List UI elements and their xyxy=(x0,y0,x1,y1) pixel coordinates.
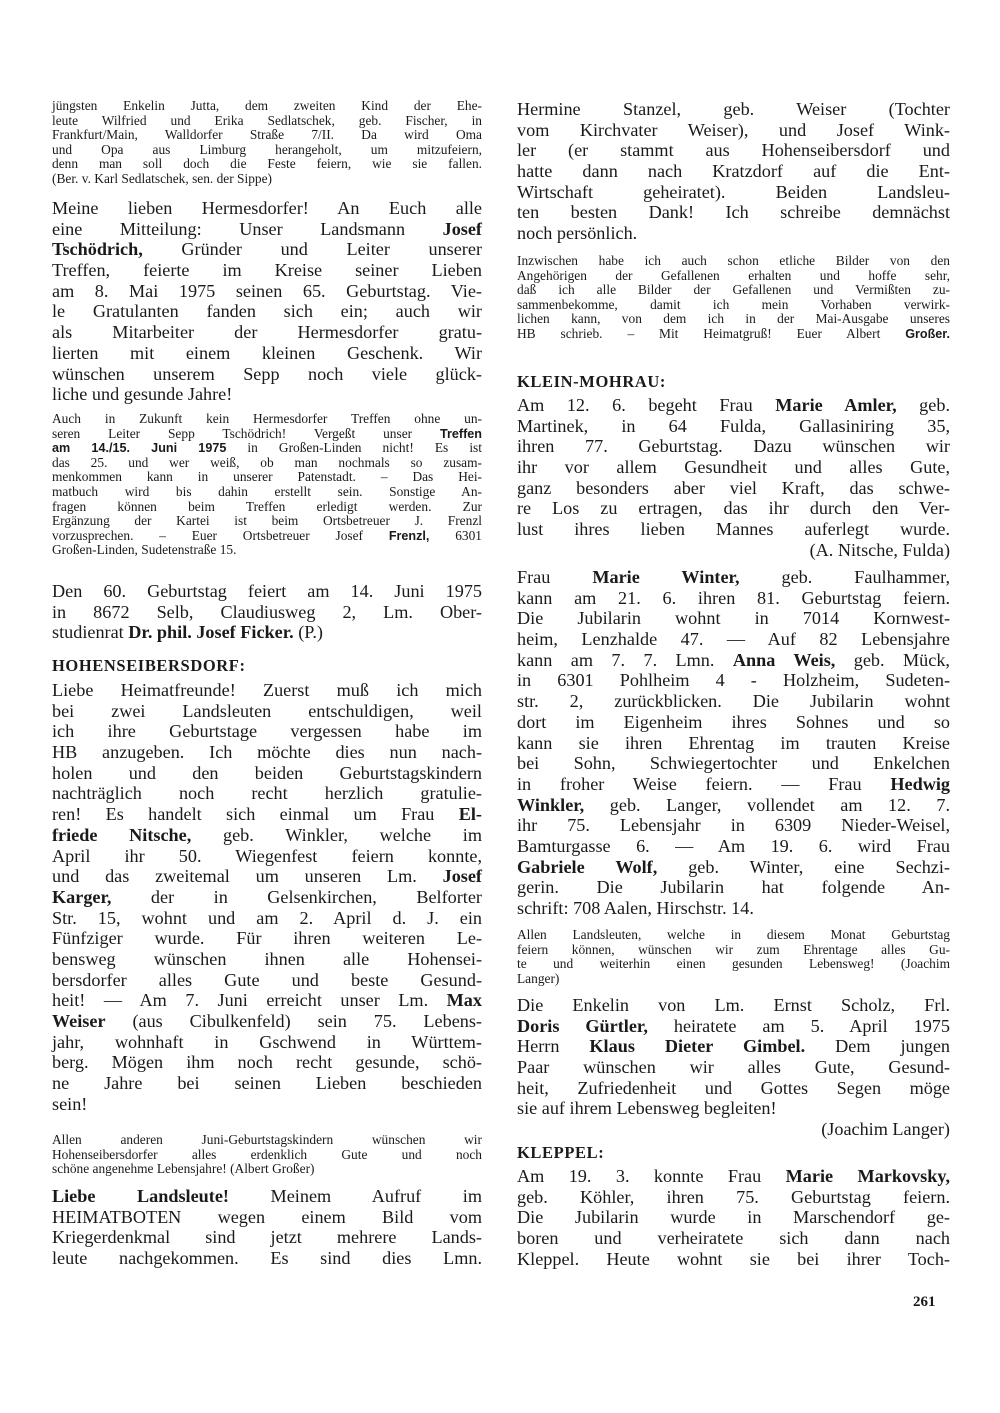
text-run: liche und gesunde Jahre! xyxy=(52,384,233,405)
text-line xyxy=(52,866,482,887)
text-line xyxy=(52,529,482,544)
text-line xyxy=(52,701,482,722)
bold-name: Karger, xyxy=(52,886,112,907)
text-line xyxy=(52,908,482,929)
text-line xyxy=(517,161,950,182)
bold-name: Marie Amler, xyxy=(775,395,897,415)
text-run: ne Jahre bei seinen Lieben beschieden xyxy=(52,1073,482,1094)
text-run: Inzwischen habe ich auch schon etliche Bilder von den xyxy=(517,253,950,268)
signature xyxy=(517,1119,950,1140)
text-run: (P.) xyxy=(293,622,323,643)
text-line xyxy=(517,478,950,499)
text-line xyxy=(52,1148,482,1163)
small-print-paragraph xyxy=(52,99,482,187)
text-line xyxy=(517,99,950,120)
text-line xyxy=(52,172,482,187)
bold-name: Großer. xyxy=(905,326,950,341)
text-run: eine Mitteilung: Unser Landsmann xyxy=(52,218,443,239)
text-run: ler (er stammt aus Hohenseibersdorf und xyxy=(517,140,950,161)
text-run: (Joachim Langer) xyxy=(821,1119,950,1140)
text-run: Am 19. 3. konnte Frau xyxy=(517,1166,786,1186)
text-line xyxy=(52,114,482,129)
paragraph xyxy=(52,581,482,643)
text-run: Die Enkelin von Lm. Ernst Scholz, Frl. xyxy=(517,995,950,1015)
text-run: Hermine Stanzel, geb. Weiser (Tochter xyxy=(517,99,950,119)
text-line xyxy=(517,877,950,898)
text-run: Paar wünschen wir alles Gute, Gesund- xyxy=(517,1057,950,1078)
section-heading xyxy=(517,1143,950,1163)
text-run: HB anzugeben. Ich möchte dies nun nach- xyxy=(52,742,482,763)
bold-name: Frenzl, xyxy=(388,528,430,543)
text-run: berg. Mögen ihm noch recht gesunde, schö- xyxy=(52,1052,482,1073)
text-run: in 6301 Pohlheim 4 - Holzheim, Sudeten- xyxy=(517,670,950,691)
small-print-paragraph xyxy=(52,1133,482,1177)
text-run: denn man soll doch die Feste feiern, wie sie fallen. xyxy=(52,156,482,172)
text-line xyxy=(52,1133,482,1148)
bold-name: Josef xyxy=(442,866,482,887)
text-run: Allen anderen Juni-Geburtstagskindern wünschen wir xyxy=(52,1132,482,1147)
text-run: Str. 15, wohnt und am 2. April d. J. ein xyxy=(52,907,482,928)
text-line xyxy=(52,301,482,322)
text-run: Fünfziger wurde. Für ihren weiteren Le- xyxy=(52,928,482,949)
text-run: ten besten Dank! Ich schreibe demnächst xyxy=(517,202,950,223)
text-line xyxy=(52,260,482,281)
text-run: geb. Mück, xyxy=(835,649,950,670)
text-run: noch persönlich. xyxy=(517,223,638,244)
bold-name: Klaus Dieter Gimbel. xyxy=(589,1036,806,1057)
text-run: Großen-Linden, Sudetenstraße 15. xyxy=(52,542,237,558)
text-run: geb. Winkler, welche im xyxy=(191,824,483,845)
section-heading xyxy=(52,656,482,676)
text-run: Die Jubilarin wurde in Marschendorf ge- xyxy=(517,1207,950,1228)
text-line xyxy=(52,1162,482,1177)
text-run: Martinek, in 64 Fulda, Gallasiniring 35, xyxy=(517,415,950,436)
text-run: menkommen kann in unserer Patenstadt. – Das Hei- xyxy=(52,469,482,485)
text-run: geb. Faulhammer, xyxy=(739,567,950,587)
text-line xyxy=(517,457,950,478)
text-run: lichen kann, von dem ich in der Mai-Ausgabe unseres xyxy=(517,311,950,327)
text-line xyxy=(52,949,482,970)
bold-name: Dr. phil. Josef Ficker. xyxy=(128,622,294,643)
text-run: geb. xyxy=(896,395,950,415)
text-run: Langer) xyxy=(517,970,560,986)
text-line xyxy=(52,412,482,427)
text-run: studienrat xyxy=(52,622,129,643)
text-line xyxy=(52,441,482,456)
text-line xyxy=(52,456,482,471)
text-run: schrift: 708 Aalen, Hirschstr. 14. xyxy=(517,898,754,918)
text-run: 6301 xyxy=(429,527,482,543)
text-line xyxy=(517,995,950,1016)
bold-name: Max xyxy=(446,990,482,1011)
text-run: le Gratulanten fanden sich ein; auch wir xyxy=(52,301,482,322)
text-line xyxy=(517,1228,950,1249)
paragraph xyxy=(52,198,482,405)
text-line xyxy=(52,1011,482,1032)
text-line xyxy=(52,783,482,804)
text-run: holen und den beiden Geburtstagskindern xyxy=(52,762,482,783)
text-run: ihren 77. Geburtstag. Dazu wünschen wir xyxy=(517,436,950,457)
text-run: Gründer und Leiter unserer xyxy=(142,239,482,260)
text-line xyxy=(517,795,950,816)
text-line xyxy=(517,1057,950,1078)
text-line xyxy=(517,857,950,878)
small-print-paragraph xyxy=(517,254,950,342)
text-run: Bamturgasse 6. — Am 19. 6. wird Frau xyxy=(517,835,950,856)
text-run: gerin. Die Jubilarin hat folgende An- xyxy=(517,877,950,898)
text-run: wünschen unserem Sepp noch viele glück- xyxy=(52,363,482,384)
text-line xyxy=(52,721,482,742)
bold-name: Marie Winter, xyxy=(592,567,740,587)
text-run: daß ich alle Bilder der Gefallenen und Vermißten zu- xyxy=(517,282,950,298)
text-line xyxy=(517,1187,950,1208)
text-line xyxy=(52,581,482,602)
bold-name: Doris Gürtler, xyxy=(517,1015,648,1036)
text-line xyxy=(517,269,950,284)
text-line xyxy=(52,343,482,364)
text-line xyxy=(52,742,482,763)
text-run: Dem jungen xyxy=(805,1036,950,1057)
text-run: und Opa aus Limburg herangeholt, um mitzufeiern, xyxy=(52,141,482,157)
text-line xyxy=(517,327,950,342)
text-run: bersdorfer alles Gute und beste Gesund- xyxy=(52,969,482,990)
text-run: in Großen-Linden nicht! Es ist xyxy=(226,440,482,456)
text-line xyxy=(517,928,950,943)
text-run: re Los zu ertragen, das ihr durch den Ver- xyxy=(517,498,950,519)
text-line xyxy=(52,1248,482,1269)
text-run: Kriegerdenkmal sind jetzt mehrere Lands- xyxy=(52,1227,482,1248)
text-run: heit! — Am 7. Juni erreicht unser Lm. xyxy=(52,990,447,1011)
text-run: (aus Cibulkenfeld) sein 75. Lebens- xyxy=(105,1011,482,1031)
text-run: Auch in Zukunft kein Hermesdorfer Treffen ohne un- xyxy=(52,411,482,426)
text-run: Hohenseibersdorfer alles erdenklich Gute und noch xyxy=(52,1146,482,1162)
text-run: HB schrieb. – Mit Heimatgruß! Euer Albert xyxy=(517,325,906,341)
text-run: Herrn xyxy=(517,1036,590,1057)
text-run: kann am 7. 7. Lmn. xyxy=(517,649,733,670)
text-line xyxy=(517,298,950,313)
text-run: leute Wilfried und Erika Sedlatschek, geb. Fischer, in xyxy=(52,112,482,128)
text-run: Frau xyxy=(517,567,593,587)
bold-name: Treffen xyxy=(440,426,482,441)
bold-name: El- xyxy=(458,804,482,825)
text-line xyxy=(517,712,950,733)
text-run: (Ber. v. Karl Sedlatschek, sen. der Sippe) xyxy=(52,170,273,186)
signature xyxy=(517,540,950,561)
text-line xyxy=(52,680,482,701)
text-line xyxy=(517,1036,950,1057)
text-line xyxy=(52,1032,482,1053)
bold-name: Gabriele Wolf, xyxy=(517,856,658,877)
text-line xyxy=(517,1098,950,1119)
text-run: te und weiterhin einen gesunden Lebensweg! (Joachim xyxy=(517,956,950,972)
text-line xyxy=(517,283,950,298)
text-line xyxy=(52,656,482,676)
text-line xyxy=(517,1207,950,1228)
text-line xyxy=(52,846,482,867)
text-run: und das zweitemal um unseren Lm. xyxy=(52,866,443,887)
text-line xyxy=(517,650,950,671)
text-line xyxy=(517,588,950,609)
text-run: boren und verheiratete sich dann nach xyxy=(517,1228,950,1249)
text-line xyxy=(517,753,950,774)
text-line xyxy=(52,970,482,991)
text-line xyxy=(517,774,950,795)
text-line xyxy=(517,1143,950,1163)
text-line xyxy=(517,120,950,141)
text-run: matbuch wird bis dahin erstellt sein. Sonstige An- xyxy=(52,483,482,499)
text-line xyxy=(517,972,950,987)
text-line xyxy=(52,514,482,529)
text-run: Frankfurt/Main, Walldorfer Straße 7/II. Da wird Oma xyxy=(52,127,482,143)
text-line xyxy=(52,1094,482,1115)
text-line xyxy=(52,622,482,643)
text-run: vom Kirchvater Weiser), und Josef Wink- xyxy=(517,119,950,140)
text-line xyxy=(52,143,482,158)
text-run: Den 60. Geburtstag feiert am 14. Juni 1975 xyxy=(52,581,482,601)
text-line xyxy=(517,943,950,958)
text-run: heiratete am 5. April 1975 xyxy=(647,1015,950,1036)
paragraph xyxy=(517,99,950,244)
text-line xyxy=(52,1227,482,1248)
text-line xyxy=(52,427,482,442)
text-line xyxy=(517,519,950,540)
section-heading xyxy=(517,372,950,392)
text-run: als Mitarbeiter der Hermesdorfer gratu- xyxy=(52,322,482,343)
text-line xyxy=(52,384,482,405)
paragraph xyxy=(517,567,950,919)
text-run: nachträglich noch recht herzlich gratulie- xyxy=(52,783,482,804)
text-run: Die Jubilarin wohnt in 7014 Kornwest- xyxy=(517,608,950,629)
text-line xyxy=(52,928,482,949)
bold-name: Hedwig xyxy=(890,773,950,794)
text-run: sein! xyxy=(52,1093,88,1114)
text-run: Treffen, feierte im Kreise seiner Lieben xyxy=(52,260,482,281)
right-column xyxy=(517,0,950,1300)
text-run: ganz besonders aber viel Kraft, das schwe- xyxy=(517,477,950,498)
text-run: Angehörigen der Gefallenen erhalten und hoffe sehr, xyxy=(517,267,950,283)
text-line xyxy=(52,804,482,825)
text-run: Kleppel. Heute wohnt sie bei ihrer Toch- xyxy=(517,1248,950,1269)
text-line xyxy=(517,254,950,269)
text-run: bensweg wünschen ihnen alle Hohensei- xyxy=(52,948,482,969)
text-run: geb. Köhler, ihren 75. Geburtstag feiern. xyxy=(517,1186,950,1207)
text-run: sie auf ihrem Lebensweg begleiten! xyxy=(517,1098,777,1119)
text-line xyxy=(517,957,950,972)
text-line xyxy=(52,239,482,260)
text-run: am 8. Mai 1975 seinen 65. Geburtstag. Vie- xyxy=(52,280,482,301)
text-line xyxy=(517,691,950,712)
text-run: ren! Es handelt sich einmal um Frau xyxy=(52,804,459,825)
text-run: jahr, wohnhaft in Gschwend in Württem- xyxy=(52,1031,482,1052)
text-line xyxy=(517,670,950,691)
text-line xyxy=(52,1073,482,1094)
text-run: ihr 75. Lebensjahr in 6309 Nieder-Weisel, xyxy=(517,815,950,836)
text-run: bei zwei Landsleuten entschuldigen, weil xyxy=(52,700,482,721)
text-line xyxy=(52,219,482,240)
text-run: leute nachgekommen. Es sind dies Lmn. xyxy=(52,1248,482,1269)
text-line xyxy=(517,815,950,836)
text-line xyxy=(52,364,482,385)
text-line xyxy=(52,99,482,114)
text-run: geb. Langer, vollendet am 12. 7. xyxy=(584,794,950,815)
text-run: lust ihres lieben Mannes auferlegt wurde. xyxy=(517,519,950,540)
text-run: Meinem Aufruf im xyxy=(228,1186,482,1206)
text-line xyxy=(517,372,950,392)
text-run: Am 12. 6. begeht Frau xyxy=(517,395,776,415)
text-run: vorzusprechen. – Euer Ortsbetreuer Josef xyxy=(52,527,389,543)
bold-name: Josef xyxy=(442,218,482,239)
text-run: KLEPPEL: xyxy=(517,1143,605,1162)
text-run: Liebe Heimatfreunde! Zuerst muß ich mich xyxy=(52,680,482,700)
bold-name: friede Nitsche, xyxy=(52,824,192,845)
paragraph xyxy=(517,395,950,561)
text-line xyxy=(517,1016,950,1037)
text-run: heit, Zufriedenheit und Gottes Segen möge xyxy=(517,1077,950,1098)
text-run: Ergänzung der Kartei ist beim Ortsbetreuer J. Frenzl xyxy=(52,513,482,529)
text-run: bei Sohn, Schwiegertochter und Enkelchen xyxy=(517,753,950,774)
text-run: schöne angenehme Lebensjahre! (Albert Großer) xyxy=(52,1161,315,1177)
text-line xyxy=(52,602,482,623)
text-line xyxy=(517,898,950,919)
text-run: dort im Eigenheim ihres Sohnes und so xyxy=(517,711,950,732)
bold-name: Liebe Landsleute! xyxy=(52,1186,229,1206)
text-run: ihr vor allem Gesundheit und alles Gute, xyxy=(517,457,950,478)
text-line xyxy=(517,140,950,161)
text-line xyxy=(517,836,950,857)
text-run: HEIMATBOTEN wegen einem Bild vom xyxy=(52,1206,482,1227)
bold-name: Winkler, xyxy=(517,794,585,815)
text-line xyxy=(517,567,950,588)
text-run: HOHENSEIBERSDORF: xyxy=(52,656,246,675)
text-line xyxy=(52,763,482,784)
page-number: 261 xyxy=(913,1294,936,1310)
text-run: in 8672 Selb, Claudiusweg 2, Lm. Ober- xyxy=(52,601,482,622)
bold-name: Anna Weis, xyxy=(732,649,836,670)
paragraph xyxy=(52,680,482,1114)
bold-name: am 14./15. Juni 1975 xyxy=(52,441,227,456)
text-run: Wirtschaft geheiratet). Beiden Landsleu- xyxy=(517,181,950,202)
text-run: geb. Winter, eine Sechzi- xyxy=(657,856,950,877)
text-line xyxy=(52,543,482,558)
text-line xyxy=(52,1186,482,1207)
small-print-paragraph xyxy=(517,928,950,986)
bold-name: Tschödrich, xyxy=(52,239,143,260)
text-line xyxy=(52,470,482,485)
text-run: heim, Lenzhalde 47. — Auf 82 Lebensjahre xyxy=(517,629,950,650)
bold-name: Weiser xyxy=(52,1011,106,1031)
text-run: April ihr 50. Wiegenfest feiern konnte, xyxy=(52,845,482,866)
text-run: (A. Nitsche, Fulda) xyxy=(809,539,950,560)
text-run: kann sie ihren Ehrentag im trauten Kreise xyxy=(517,732,950,753)
text-line xyxy=(52,887,482,908)
text-line xyxy=(52,198,482,219)
text-line xyxy=(517,182,950,203)
text-run: feiern können, wünschen wir zum Ehrentage alles Gu- xyxy=(517,941,950,957)
text-line xyxy=(52,322,482,343)
text-run: Meine lieben Hermesdorfer! An Euch alle xyxy=(52,198,482,218)
text-run: ich ihre Geburtstage vergessen habe im xyxy=(52,721,482,742)
text-run: jüngsten Enkelin Jutta, dem zweiten Kind der Ehe- xyxy=(52,98,482,113)
paragraph xyxy=(517,995,950,1140)
text-line xyxy=(52,825,482,846)
text-run: hatte dann nach Kratzdorf auf die Ent- xyxy=(517,161,950,182)
text-line xyxy=(517,498,950,519)
text-line xyxy=(517,1166,950,1187)
text-run: fragen können beim Treffen erledigt werden. Zur xyxy=(52,498,482,514)
text-run: str. 2, zurückblicken. Die Jubilarin wohnt xyxy=(517,691,950,712)
text-line xyxy=(517,395,950,416)
text-line xyxy=(517,608,950,629)
text-line xyxy=(52,1207,482,1228)
text-run: kann am 21. 6. ihren 81. Geburtstag feiern. xyxy=(517,587,950,608)
paragraph xyxy=(52,1186,482,1269)
small-print-paragraph xyxy=(52,412,482,558)
text-run: der in Gelsenkirchen, Belforter xyxy=(111,886,482,907)
text-run: lierten mit einem kleinen Geschenk. Wir xyxy=(52,342,482,363)
text-line xyxy=(52,990,482,1011)
paragraph xyxy=(517,1166,950,1269)
text-line xyxy=(517,1078,950,1099)
text-run: in froher Weise feiern. — Frau xyxy=(517,773,891,794)
text-line xyxy=(517,1249,950,1270)
text-line xyxy=(52,157,482,172)
text-run: seren Leiter Sepp Tschödrich! Vergeßt unser xyxy=(52,425,440,441)
text-line xyxy=(517,223,950,244)
text-run: das 25. und wer weiß, ob man nochmals so zusam- xyxy=(52,454,482,470)
text-line xyxy=(517,202,950,223)
bold-name: Marie Markovsky, xyxy=(785,1166,950,1186)
text-line xyxy=(52,128,482,143)
text-line xyxy=(52,281,482,302)
text-line xyxy=(52,500,482,515)
text-line xyxy=(517,733,950,754)
text-run: Allen Landsleuten, welche in diesem Monat Geburtstag xyxy=(517,927,950,942)
left-column xyxy=(52,0,482,1300)
text-line xyxy=(52,485,482,500)
text-line xyxy=(517,629,950,650)
text-run: sammenbekomme, damit ich mein Vorhaben verwirk- xyxy=(517,296,950,312)
text-line xyxy=(517,312,950,327)
text-line xyxy=(52,1052,482,1073)
text-line xyxy=(517,436,950,457)
text-run: KLEIN-MOHRAU: xyxy=(517,372,666,391)
text-line xyxy=(517,416,950,437)
